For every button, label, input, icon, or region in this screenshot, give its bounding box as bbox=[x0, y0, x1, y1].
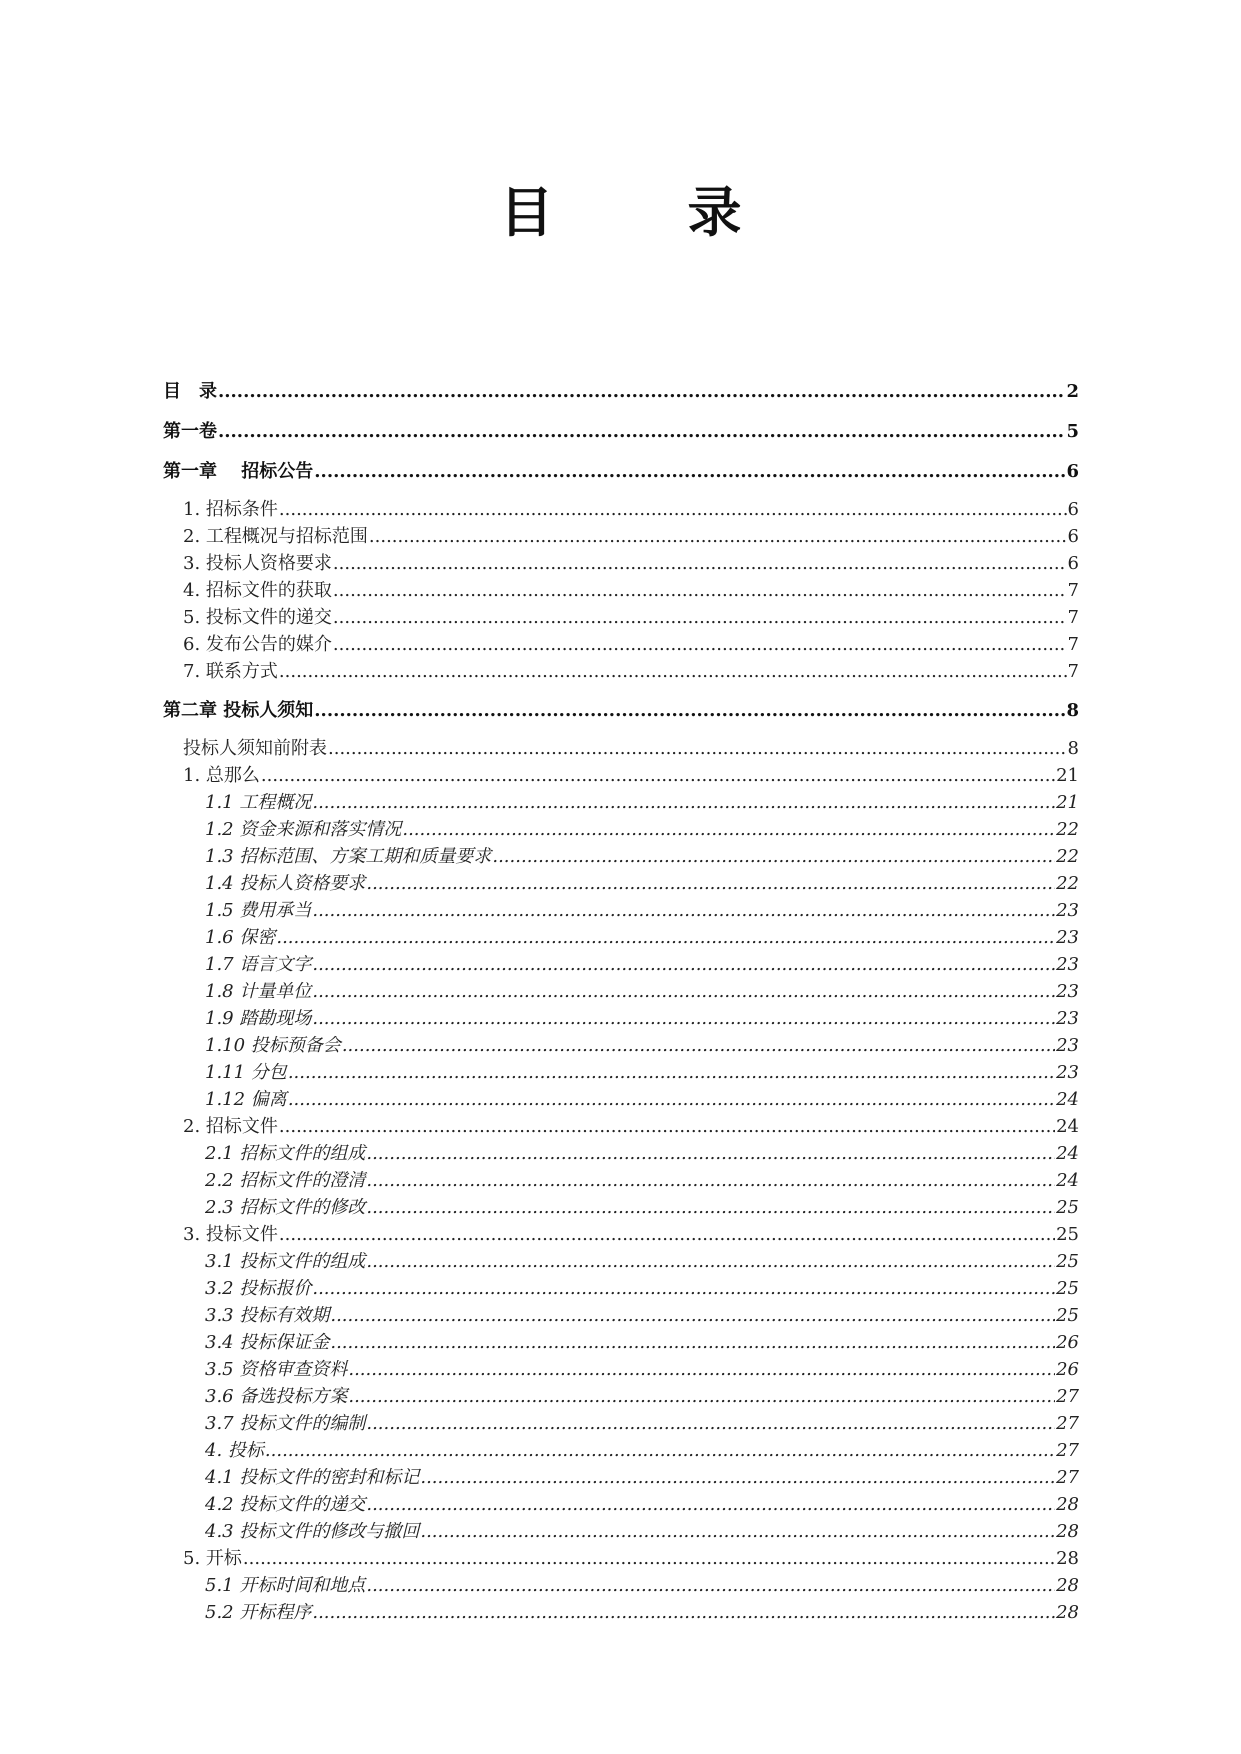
toc-entry-label: 第一卷 bbox=[163, 421, 217, 442]
toc-entry[interactable] bbox=[163, 1248, 1079, 1275]
toc-entry[interactable] bbox=[163, 1005, 1079, 1032]
toc-entry-label: 3.1 投标文件的组成 bbox=[205, 1251, 366, 1272]
toc-entry-page-number: 6 bbox=[1067, 553, 1079, 574]
toc-entry-label: 1.12 偏离 bbox=[205, 1089, 287, 1110]
toc-entry-label: 1.9 踏勘现场 bbox=[205, 1008, 312, 1029]
toc-dot-leader bbox=[314, 452, 1065, 492]
toc-entry[interactable] bbox=[163, 452, 1079, 492]
toc-entry-page-number: 27 bbox=[1056, 1413, 1079, 1434]
toc-dot-leader bbox=[420, 1464, 1055, 1491]
toc-dot-leader bbox=[312, 978, 1055, 1005]
toc-entry-label: 1.1 工程概况 bbox=[205, 792, 312, 813]
toc-dot-leader bbox=[333, 604, 1067, 631]
toc-dot-leader bbox=[265, 1437, 1055, 1464]
toc-entry-page-number: 21 bbox=[1056, 792, 1079, 813]
toc-entry-page-number: 24 bbox=[1056, 1143, 1079, 1164]
toc-dot-leader bbox=[314, 691, 1065, 731]
toc-entry-page-number: 28 bbox=[1056, 1575, 1079, 1596]
toc-entry-label: 第一章 招标公告 bbox=[163, 461, 314, 482]
toc-dot-leader bbox=[366, 1248, 1055, 1275]
toc-dot-leader bbox=[366, 1167, 1055, 1194]
toc-entry-page-number: 25 bbox=[1056, 1224, 1079, 1245]
toc-entry[interactable] bbox=[163, 1410, 1079, 1437]
toc-dot-leader bbox=[402, 816, 1055, 843]
toc-entry-page-number: 24 bbox=[1056, 1170, 1079, 1191]
toc-entry-page-number: 28 bbox=[1056, 1494, 1079, 1515]
toc-entry-page-number: 28 bbox=[1056, 1521, 1079, 1542]
toc-entry[interactable] bbox=[163, 1464, 1079, 1491]
toc-entry[interactable] bbox=[163, 631, 1079, 658]
toc-entry-page-number: 27 bbox=[1056, 1386, 1079, 1407]
toc-entry[interactable] bbox=[163, 1086, 1079, 1113]
toc-entry[interactable] bbox=[163, 658, 1079, 685]
toc-entry-label: 4.2 投标文件的递交 bbox=[205, 1494, 366, 1515]
toc-entry-label: 3. 投标文件 bbox=[183, 1224, 278, 1245]
toc-dot-leader bbox=[312, 1599, 1055, 1626]
toc-entry-page-number: 26 bbox=[1056, 1359, 1079, 1380]
toc-entry-label: 4. 招标文件的获取 bbox=[183, 580, 332, 601]
toc-entry-label: 3.6 备选投标方案 bbox=[205, 1386, 348, 1407]
toc-entry[interactable] bbox=[163, 412, 1079, 452]
toc-entry-page-number: 24 bbox=[1056, 1089, 1079, 1110]
toc-entry-page-number: 23 bbox=[1056, 900, 1079, 921]
toc-dot-leader bbox=[312, 897, 1055, 924]
toc-entry-page-number: 6 bbox=[1067, 499, 1079, 520]
toc-entry-label: 2.1 招标文件的组成 bbox=[205, 1143, 366, 1164]
toc-dot-leader bbox=[218, 412, 1065, 452]
toc-entry[interactable] bbox=[163, 1275, 1079, 1302]
toc-entry-label: 7. 联系方式 bbox=[183, 661, 278, 682]
toc-entry[interactable] bbox=[163, 1572, 1079, 1599]
toc-entry[interactable] bbox=[163, 550, 1079, 577]
toc-entry-label: 1. 招标条件 bbox=[183, 499, 278, 520]
toc-entry-page-number: 22 bbox=[1056, 819, 1079, 840]
toc-entry-page-number: 22 bbox=[1056, 846, 1079, 867]
toc-entry[interactable] bbox=[163, 735, 1079, 762]
toc-entry-page-number: 28 bbox=[1056, 1602, 1079, 1623]
toc-entry-page-number: 25 bbox=[1056, 1197, 1079, 1218]
toc-dot-leader bbox=[312, 1005, 1055, 1032]
toc-entry-page-number: 24 bbox=[1056, 1116, 1079, 1137]
toc-entry-page-number: 27 bbox=[1056, 1467, 1079, 1488]
toc-entry[interactable] bbox=[163, 843, 1079, 870]
toc-dot-leader bbox=[312, 1275, 1055, 1302]
toc-entry-page-number: 7 bbox=[1067, 580, 1079, 601]
toc-entry[interactable] bbox=[163, 496, 1079, 523]
toc-dot-leader bbox=[348, 1356, 1055, 1383]
toc-entry-label: 2. 招标文件 bbox=[183, 1116, 278, 1137]
toc-entry[interactable] bbox=[163, 789, 1079, 816]
toc-entry-label: 第二章 投标人须知 bbox=[163, 700, 314, 721]
toc-entry-label: 3.4 投标保证金 bbox=[205, 1332, 330, 1353]
toc-entry[interactable] bbox=[163, 1302, 1079, 1329]
toc-entry-label: 5.1 开标时间和地点 bbox=[205, 1575, 366, 1596]
toc-entry[interactable] bbox=[163, 1518, 1079, 1545]
toc-entry-page-number: 28 bbox=[1056, 1548, 1079, 1569]
toc-entry-label: 1.5 费用承当 bbox=[205, 900, 312, 921]
toc-entry[interactable] bbox=[163, 870, 1079, 897]
toc-dot-leader bbox=[288, 1059, 1055, 1086]
toc-entry-page-number: 27 bbox=[1056, 1440, 1079, 1461]
toc-entry-page-number: 25 bbox=[1056, 1305, 1079, 1326]
toc-entry-page-number: 23 bbox=[1056, 1062, 1079, 1083]
toc-entry-page-number: 7 bbox=[1067, 661, 1079, 682]
toc-entry-page-number: 7 bbox=[1067, 607, 1079, 628]
toc-entry[interactable] bbox=[163, 978, 1079, 1005]
toc-dot-leader bbox=[243, 1545, 1055, 1572]
toc-entry-label: 1.6 保密 bbox=[205, 927, 276, 948]
toc-entry-label: 2.3 招标文件的修改 bbox=[205, 1197, 366, 1218]
toc-dot-leader bbox=[366, 1572, 1055, 1599]
toc-entry[interactable] bbox=[163, 372, 1079, 412]
toc-dot-leader bbox=[366, 1140, 1055, 1167]
toc-entry-page-number: 5 bbox=[1066, 421, 1079, 442]
toc-dot-leader bbox=[279, 658, 1067, 685]
toc-entry-label: 5.2 开标程序 bbox=[205, 1602, 312, 1623]
toc-entry-page-number: 26 bbox=[1056, 1332, 1079, 1353]
toc-dot-leader bbox=[288, 1086, 1055, 1113]
toc-entry[interactable] bbox=[163, 1140, 1079, 1167]
toc-entry[interactable] bbox=[163, 691, 1079, 731]
page-title: 目 录 bbox=[499, 181, 782, 244]
toc-entry[interactable] bbox=[163, 604, 1079, 631]
toc-entry-page-number: 25 bbox=[1056, 1278, 1079, 1299]
toc-entry-label: 3.7 投标文件的编制 bbox=[205, 1413, 366, 1434]
toc-dot-leader bbox=[366, 1491, 1055, 1518]
toc-dot-leader bbox=[261, 762, 1055, 789]
toc-entry-label: 3.5 资格审查资料 bbox=[205, 1359, 348, 1380]
toc-entry[interactable] bbox=[163, 762, 1079, 789]
toc-entry-label: 3.2 投标报价 bbox=[205, 1278, 312, 1299]
toc-entry-label: 1.11 分包 bbox=[205, 1062, 287, 1083]
toc-entry-page-number: 8 bbox=[1067, 738, 1079, 759]
toc-entry-page-number: 23 bbox=[1056, 954, 1079, 975]
toc-dot-leader bbox=[333, 577, 1067, 604]
toc-entry[interactable] bbox=[163, 1113, 1079, 1140]
toc-entry[interactable] bbox=[163, 924, 1079, 951]
toc-entry-page-number: 2 bbox=[1066, 381, 1079, 402]
toc-dot-leader bbox=[420, 1518, 1055, 1545]
toc-entry-page-number: 21 bbox=[1056, 765, 1079, 786]
toc-entry-label: 1.2 资金来源和落实情况 bbox=[205, 819, 402, 840]
toc-entry-page-number: 7 bbox=[1067, 634, 1079, 655]
toc-entry-label: 5. 投标文件的递交 bbox=[183, 607, 332, 628]
toc-entry-label: 1.10 投标预备会 bbox=[205, 1035, 341, 1056]
toc-entry-page-number: 23 bbox=[1056, 927, 1079, 948]
toc-entry[interactable] bbox=[163, 1356, 1079, 1383]
toc-dot-leader bbox=[342, 1032, 1055, 1059]
toc-dot-leader bbox=[366, 1194, 1055, 1221]
toc-entry-label: 1.4 投标人资格要求 bbox=[205, 873, 366, 894]
toc-entry-label: 1.7 语言文字 bbox=[205, 954, 312, 975]
toc-dot-leader bbox=[333, 631, 1067, 658]
toc-entry[interactable] bbox=[163, 951, 1079, 978]
toc-entry[interactable] bbox=[163, 577, 1079, 604]
toc-dot-leader bbox=[279, 1221, 1055, 1248]
toc-entry-label: 2.2 招标文件的澄清 bbox=[205, 1170, 366, 1191]
toc-entry-page-number: 23 bbox=[1056, 1008, 1079, 1029]
toc-entry[interactable] bbox=[163, 1599, 1079, 1626]
toc-entry-label: 3. 投标人资格要求 bbox=[183, 553, 332, 574]
toc-entry[interactable] bbox=[163, 1383, 1079, 1410]
toc-dot-leader bbox=[312, 951, 1055, 978]
toc-dot-leader bbox=[279, 496, 1067, 523]
toc-entry-label: 4. 投标 bbox=[205, 1440, 264, 1461]
toc-entry[interactable] bbox=[163, 1329, 1079, 1356]
toc-entry-label: 1. 总那么 bbox=[183, 765, 260, 786]
toc-dot-leader bbox=[333, 550, 1067, 577]
toc-entry[interactable] bbox=[163, 1194, 1079, 1221]
toc-entry[interactable] bbox=[163, 897, 1079, 924]
toc-entry[interactable] bbox=[163, 816, 1079, 843]
toc-entry-page-number: 6 bbox=[1066, 461, 1079, 482]
toc-dot-leader bbox=[366, 870, 1055, 897]
toc-entry-label: 4.1 投标文件的密封和标记 bbox=[205, 1467, 420, 1488]
toc-entry-page-number: 25 bbox=[1056, 1251, 1079, 1272]
toc-entry-label: 4.3 投标文件的修改与撤回 bbox=[205, 1521, 420, 1542]
toc-entry-label: 目 录 bbox=[163, 381, 217, 402]
toc-dot-leader bbox=[328, 735, 1067, 762]
toc-entry-label: 3.3 投标有效期 bbox=[205, 1305, 330, 1326]
toc-entry-page-number: 6 bbox=[1067, 526, 1079, 547]
table-of-contents bbox=[163, 372, 1079, 1626]
toc-dot-leader bbox=[218, 372, 1065, 412]
toc-dot-leader bbox=[492, 843, 1055, 870]
toc-dot-leader bbox=[330, 1329, 1055, 1356]
toc-entry-label: 1.8 计量单位 bbox=[205, 981, 312, 1002]
toc-dot-leader bbox=[369, 523, 1067, 550]
toc-dot-leader bbox=[276, 924, 1055, 951]
toc-entry[interactable] bbox=[163, 1437, 1079, 1464]
toc-dot-leader bbox=[279, 1113, 1055, 1140]
toc-entry-page-number: 23 bbox=[1056, 981, 1079, 1002]
toc-entry-label: 5. 开标 bbox=[183, 1548, 242, 1569]
toc-dot-leader bbox=[366, 1410, 1055, 1437]
toc-entry[interactable] bbox=[163, 1032, 1079, 1059]
toc-entry[interactable] bbox=[163, 1491, 1079, 1518]
toc-entry[interactable] bbox=[163, 1167, 1079, 1194]
toc-dot-leader bbox=[348, 1383, 1055, 1410]
toc-entry-page-number: 8 bbox=[1066, 700, 1079, 721]
toc-dot-leader bbox=[330, 1302, 1055, 1329]
toc-entry-page-number: 22 bbox=[1056, 873, 1079, 894]
toc-entry-page-number: 23 bbox=[1056, 1035, 1079, 1056]
toc-entry-label: 2. 工程概况与招标范围 bbox=[183, 526, 368, 547]
toc-dot-leader bbox=[312, 789, 1055, 816]
toc-entry-label: 投标人须知前附表 bbox=[183, 738, 327, 759]
toc-entry[interactable] bbox=[163, 1545, 1079, 1572]
toc-entry[interactable] bbox=[163, 1221, 1079, 1248]
toc-entry-label: 1.3 招标范围、方案工期和质量要求 bbox=[205, 846, 492, 867]
toc-entry[interactable] bbox=[163, 1059, 1079, 1086]
toc-entry[interactable] bbox=[163, 523, 1079, 550]
toc-entry-label: 6. 发布公告的媒介 bbox=[183, 634, 332, 655]
